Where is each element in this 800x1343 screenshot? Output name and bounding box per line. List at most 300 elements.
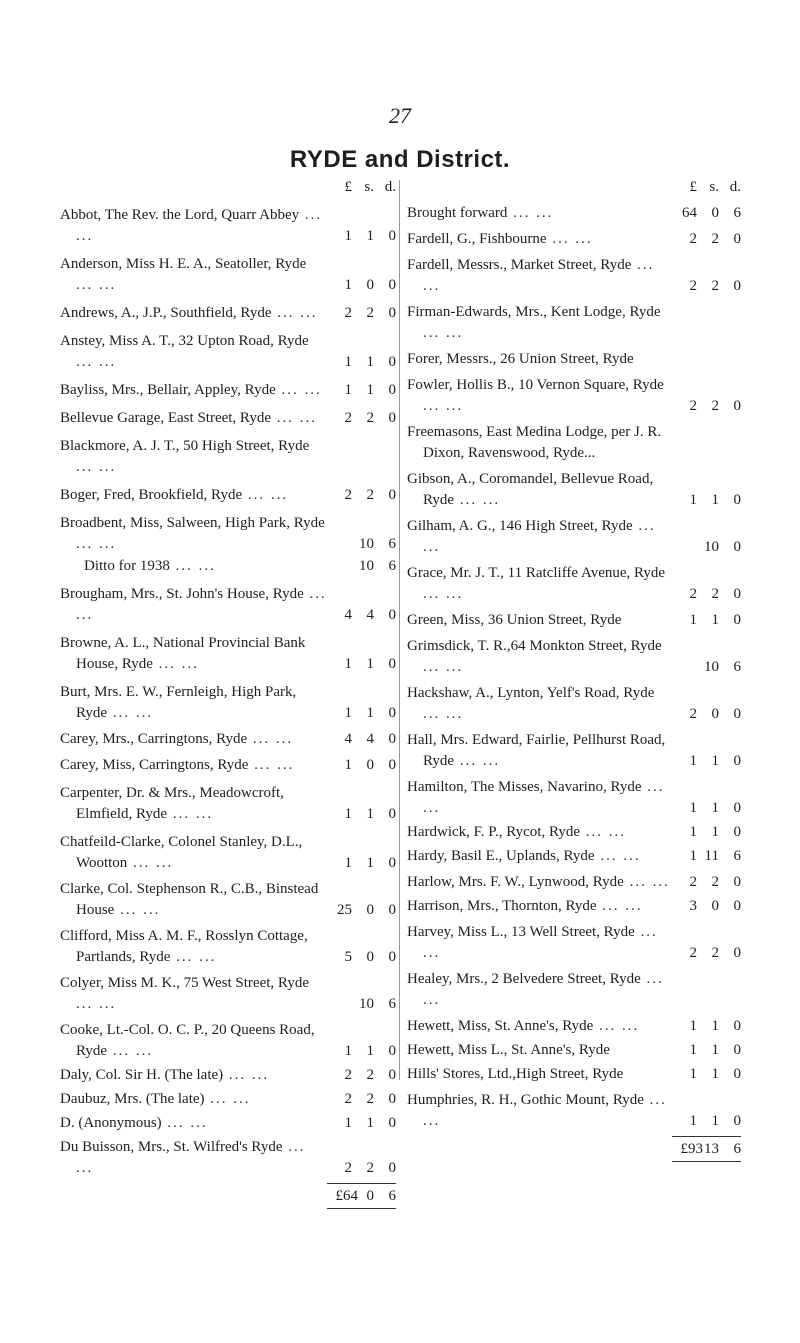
entry-name	[407, 872, 672, 893]
amount-pence: 0	[388, 1160, 396, 1176]
entry-amount	[672, 203, 741, 224]
entry-row	[60, 303, 396, 324]
entry-name-text: Gibson, A., Coromandel, Bellevue Road, Ryde	[407, 471, 654, 508]
entry-name-text: Firman-Edwards, Mrs., Kent Lodge, Ryde	[407, 304, 661, 320]
entry-name-text: Carpenter, Dr. & Mrs., Meadowcroft, Elmfield, Ryde	[60, 785, 284, 822]
amount-shillings: 1	[366, 382, 374, 398]
amount-pounds: 2	[689, 706, 697, 722]
entry-row	[60, 331, 396, 373]
entry-amount	[327, 755, 396, 776]
amount-shillings: 10	[359, 558, 374, 574]
amount-pence: 0	[388, 855, 396, 871]
entry-row	[60, 1137, 396, 1179]
left-total-pence: 6	[388, 1188, 396, 1204]
entry-amount	[327, 804, 396, 825]
dot-leader: ... ...	[76, 996, 117, 1012]
amount-pence: 0	[388, 382, 396, 398]
amount-pence: 0	[733, 898, 741, 914]
entry-name-text: Hills' Stores, Ltd.,High Street, Ryde	[407, 1066, 624, 1082]
entry-row	[60, 485, 396, 506]
entry-name	[60, 1137, 327, 1179]
entry-name	[60, 1089, 327, 1110]
entry-name-text: Freemasons, East Medina Lodge, per J. R. Dixon, Ravenswood, Ryde...	[407, 424, 662, 461]
entry-amount	[672, 537, 741, 558]
entry-amount	[327, 1113, 396, 1134]
entry-name-text: Harvey, Miss L., 13 Well Street, Ryde	[407, 924, 635, 940]
entry-name	[60, 879, 327, 921]
entry-row	[60, 1113, 396, 1134]
entry-name	[407, 229, 672, 250]
amount-pence: 0	[733, 824, 741, 840]
amount-pounds: 2	[344, 1091, 352, 1107]
amount-shillings: 1	[711, 1066, 719, 1082]
entry-name	[407, 422, 672, 464]
entry-amount	[327, 1041, 396, 1062]
entry-name-text: Burt, Mrs. E. W., Fernleigh, High Park, Ryde	[60, 684, 297, 721]
dot-leader: ... ...	[423, 257, 655, 294]
amount-shillings: 0	[366, 757, 374, 773]
entry-name-text: Colyer, Miss M. K., 75 West Street, Ryde	[60, 975, 309, 991]
amount-pounds: 2	[689, 278, 697, 294]
amount-shillings: 1	[711, 1042, 719, 1058]
entry-amount	[672, 943, 741, 964]
dot-leader: ... ...	[423, 398, 464, 414]
entry-name	[407, 516, 672, 558]
amount-shillings: 2	[711, 398, 719, 414]
dot-leader: ... ...	[423, 586, 464, 602]
entry-name-text: Hardwick, F. P., Rycot, Ryde	[407, 824, 581, 840]
entry-amount	[327, 900, 396, 921]
amount-shillings: 2	[711, 874, 719, 890]
amount-pounds: 2	[344, 487, 352, 503]
amount-pounds: 25	[337, 902, 352, 918]
dot-leader: ... ...	[76, 354, 117, 370]
shillings-header: s.	[364, 179, 374, 195]
amount-pence: 0	[733, 539, 741, 555]
entry-name	[60, 513, 327, 555]
dot-leader: ... ...	[242, 487, 289, 503]
dot-leader: ... ...	[76, 207, 323, 244]
dot-leader: ... ...	[76, 1139, 306, 1176]
amount-pounds: 1	[689, 824, 697, 840]
amount-pounds: 1	[344, 806, 352, 822]
entry-name-text: Blackmore, A. J. T., 50 High Street, Ryde	[60, 438, 310, 454]
entry-row	[407, 203, 741, 224]
dot-leader: ... ...	[76, 277, 117, 293]
amount-pence: 0	[388, 1067, 396, 1083]
dot-leader: ... ...	[423, 659, 464, 675]
amount-pounds: 1	[689, 612, 697, 628]
amount-pounds: 1	[689, 1018, 697, 1034]
amount-shillings: 1	[711, 753, 719, 769]
dot-leader: ... ...	[76, 586, 327, 623]
entry-name	[407, 730, 672, 772]
amount-shillings: 10	[704, 659, 719, 675]
entry-amount	[327, 605, 396, 626]
amount-pence: 6	[733, 659, 741, 675]
entry-row	[407, 896, 741, 917]
entry-name	[60, 485, 327, 506]
entry-row	[60, 926, 396, 968]
entry-amount	[327, 275, 396, 296]
entry-name-text: Brougham, Mrs., St. John's House, Ryde	[60, 586, 304, 602]
entry-amount	[327, 226, 396, 247]
amount-pence: 0	[733, 874, 741, 890]
amount-pounds: 1	[344, 855, 352, 871]
amount-pounds: 1	[689, 1042, 697, 1058]
amount-shillings: 1	[366, 354, 374, 370]
entry-row	[407, 516, 741, 558]
entry-name	[407, 375, 672, 417]
entry-amount	[672, 610, 741, 631]
entry-row	[60, 436, 396, 478]
entry-amount	[327, 534, 396, 555]
entry-name-text: Harrison, Mrs., Thornton, Ryde	[407, 898, 597, 914]
entry-name	[407, 1016, 672, 1037]
amount-pounds: 1	[344, 354, 352, 370]
entry-amount	[327, 1065, 396, 1086]
right-total-pounds: £93	[680, 1141, 703, 1157]
entry-row	[60, 633, 396, 675]
entry-row	[407, 422, 741, 464]
dot-leader: ... ...	[152, 656, 199, 672]
entry-row	[60, 513, 396, 555]
entry-amount	[327, 485, 396, 506]
dot-leader: ... ...	[423, 325, 464, 341]
entry-row	[60, 205, 396, 247]
entry-amount	[672, 1040, 741, 1061]
amount-pounds: 4	[344, 731, 352, 747]
entry-name-text: Fardell, G., Fishbourne	[407, 231, 547, 247]
pounds-header: £	[689, 179, 697, 195]
amount-shillings: 1	[711, 800, 719, 816]
entry-amount	[672, 1111, 741, 1132]
entry-row	[407, 610, 741, 631]
amount-pounds: 1	[689, 800, 697, 816]
amount-pence: 6	[388, 558, 396, 574]
dot-leader: ... ...	[596, 898, 643, 914]
entry-name-text: Bayliss, Mrs., Bellair, Appley, Ryde	[60, 382, 276, 398]
entry-name-text: Hall, Mrs. Edward, Fairlie, Pellhurst Road, Ryde	[407, 732, 666, 769]
entry-row	[60, 380, 396, 401]
entry-name	[407, 563, 672, 605]
entry-name	[407, 349, 672, 370]
entry-name	[407, 302, 672, 344]
entry-row	[60, 1065, 396, 1086]
amount-pence: 0	[388, 731, 396, 747]
amount-shillings: 10	[704, 539, 719, 555]
entry-name-text: Fardell, Messrs., Market Street, Ryde	[407, 257, 632, 273]
left-entries-list	[60, 205, 396, 1179]
page-title: RYDE and District.	[289, 146, 511, 173]
amount-pounds: 1	[344, 382, 352, 398]
entry-amount	[672, 396, 741, 417]
amount-shillings: 0	[366, 277, 374, 293]
entry-name-text: Du Buisson, Mrs., St. Wilfred's Ryde	[60, 1139, 283, 1155]
amount-pence: 0	[733, 706, 741, 722]
amount-pence: 0	[388, 1091, 396, 1107]
dot-leader: ... ...	[594, 848, 641, 864]
entry-amount	[327, 303, 396, 324]
amount-pence: 0	[733, 1042, 741, 1058]
entry-name	[407, 1064, 672, 1085]
amount-shillings: 2	[366, 1067, 374, 1083]
entry-amount	[327, 994, 396, 1015]
amount-shillings: 0	[366, 902, 374, 918]
entry-row	[60, 556, 396, 577]
entry-row	[407, 777, 741, 819]
amount-pounds: 2	[344, 305, 352, 321]
pounds-header: £	[344, 179, 352, 195]
entry-name-text: Fowler, Hollis B., 10 Vernon Square, Ryde	[407, 377, 664, 393]
dot-leader: ... ...	[169, 558, 216, 574]
entry-amount	[672, 584, 741, 605]
amount-shillings: 2	[711, 278, 719, 294]
entry-amount	[672, 872, 741, 893]
amount-pence: 0	[733, 1018, 741, 1034]
entry-name	[407, 822, 672, 843]
dot-leader: ... ...	[114, 902, 161, 918]
amount-shillings: 0	[711, 706, 719, 722]
entry-row	[60, 408, 396, 429]
entry-amount	[327, 352, 396, 373]
column-divider	[399, 180, 400, 1080]
amount-shillings: 1	[711, 1018, 719, 1034]
entry-row	[60, 254, 396, 296]
dot-leader: ... ...	[76, 459, 117, 475]
amount-pence: 6	[388, 536, 396, 552]
amount-pence: 0	[388, 757, 396, 773]
amount-shillings: 2	[366, 1091, 374, 1107]
entry-name-text: Grace, Mr. J. T., 11 Ratcliffe Avenue, Ryde	[407, 565, 666, 581]
entry-name	[60, 254, 327, 296]
dot-leader: ... ...	[161, 1115, 208, 1131]
entry-row	[60, 1089, 396, 1110]
entry-name-text: Broadbent, Miss, Salween, High Park, Ryde	[60, 515, 325, 531]
entry-name	[407, 777, 672, 819]
entry-amount	[327, 1089, 396, 1110]
amount-pounds: 1	[344, 656, 352, 672]
amount-pence: 0	[388, 1115, 396, 1131]
entry-row	[60, 682, 396, 724]
right-total	[672, 1136, 741, 1162]
entry-name-text: Grimsdick, T. R.,64 Monkton Street, Ryde	[407, 638, 662, 654]
entry-name	[407, 922, 672, 964]
amount-shillings: 1	[366, 228, 374, 244]
amount-shillings: 1	[366, 656, 374, 672]
entry-amount	[672, 1064, 741, 1085]
entry-name-text: Hardy, Basil E., Uplands, Ryde	[407, 848, 595, 864]
entry-row	[407, 349, 741, 370]
dot-leader: ... ...	[423, 924, 658, 961]
entry-name-text: Boger, Fred, Brookfield, Ryde	[60, 487, 243, 503]
amount-pounds: 1	[689, 848, 697, 864]
entry-row	[407, 229, 741, 250]
amount-shillings: 1	[366, 1115, 374, 1131]
entry-name-text: Hewett, Miss L., St. Anne's, Ryde	[407, 1042, 610, 1058]
amount-shillings: 2	[366, 487, 374, 503]
entry-name-text: Healey, Mrs., 2 Belvedere Street, Ryde	[407, 971, 641, 987]
amount-pounds: 2	[689, 398, 697, 414]
amount-shillings: 1	[366, 806, 374, 822]
amount-pounds	[327, 994, 352, 1015]
pence-header: d.	[384, 179, 396, 195]
entry-row	[60, 1020, 396, 1062]
amount-pounds: 1	[344, 277, 352, 293]
amount-pence: 0	[733, 1066, 741, 1082]
entry-row	[407, 1090, 741, 1132]
amount-pounds: 5	[344, 949, 352, 965]
dot-leader: ... ...	[623, 874, 670, 890]
entry-name	[60, 1065, 327, 1086]
dot-leader: ... ...	[167, 806, 214, 822]
entry-amount	[672, 1016, 741, 1037]
entry-amount	[672, 704, 741, 725]
amount-pence: 0	[388, 305, 396, 321]
dot-leader: ... ...	[423, 518, 656, 555]
entry-name	[60, 633, 327, 675]
entry-name-text: Harlow, Mrs. F. W., Lynwood, Ryde	[407, 874, 624, 890]
entry-name	[407, 636, 672, 678]
amount-pence: 0	[388, 228, 396, 244]
entry-name-text: Cooke, Lt.-Col. O. C. P., 20 Queens Road, Ryde	[60, 1022, 315, 1059]
entry-row	[407, 469, 741, 511]
entry-name	[60, 973, 327, 1015]
entry-name-text: Carey, Mrs., Carringtons, Ryde	[60, 731, 248, 747]
amount-pounds: 1	[344, 1115, 352, 1131]
amount-pounds: 1	[689, 1113, 697, 1129]
amount-pounds: 2	[689, 874, 697, 890]
amount-pence: 0	[733, 398, 741, 414]
entry-row	[60, 755, 396, 776]
amount-pounds: 1	[689, 753, 697, 769]
amount-pounds: 4	[344, 607, 352, 623]
entry-name-text: Forer, Messrs., 26 Union Street, Ryde	[407, 351, 634, 367]
entry-name	[60, 729, 327, 750]
right-entries-list	[407, 203, 741, 1132]
dot-leader: ... ...	[170, 949, 217, 965]
entry-name-text: Humphries, R. H., Gothic Mount, Ryde	[407, 1092, 644, 1108]
entry-row	[407, 563, 741, 605]
amount-shillings: 2	[366, 305, 374, 321]
entry-row	[407, 922, 741, 964]
entry-name	[60, 584, 327, 626]
entry-name-text: Carey, Miss, Carringtons, Ryde	[60, 757, 249, 773]
entry-name	[60, 682, 327, 724]
left-total-pounds: £64	[335, 1188, 358, 1204]
entry-row	[407, 1064, 741, 1085]
entry-name	[60, 436, 327, 478]
amount-pence: 0	[733, 800, 741, 816]
amount-pence: 0	[388, 806, 396, 822]
amount-shillings: 1	[366, 705, 374, 721]
entry-amount	[327, 1158, 396, 1179]
dot-leader: ... ...	[275, 382, 322, 398]
entry-name	[407, 255, 672, 297]
entry-row	[407, 730, 741, 772]
entry-name-text: Andrews, A., J.P., Southfield, Ryde	[60, 305, 272, 321]
amount-pence: 0	[733, 586, 741, 602]
entry-amount	[327, 408, 396, 429]
entry-row	[407, 683, 741, 725]
amount-pounds	[327, 534, 352, 555]
entry-row	[407, 302, 741, 344]
right-total-row	[407, 1136, 741, 1162]
amount-pence: 0	[388, 487, 396, 503]
amount-pence: 0	[733, 945, 741, 961]
entry-name	[60, 1020, 327, 1062]
entry-name	[60, 1113, 327, 1134]
entry-row	[407, 255, 741, 297]
amount-shillings: 0	[711, 898, 719, 914]
entry-amount	[672, 822, 741, 843]
entry-name-text: Green, Miss, 36 Union Street, Ryde	[407, 612, 622, 628]
entry-name	[60, 926, 327, 968]
entry-amount	[672, 896, 741, 917]
entry-name-text: D. (Anonymous)	[60, 1115, 162, 1131]
dot-leader: ... ...	[454, 492, 501, 508]
entry-name	[60, 832, 327, 874]
amount-shillings: 1	[711, 612, 719, 628]
amount-pence: 0	[388, 949, 396, 965]
shillings-header: s.	[709, 179, 719, 195]
entry-row	[407, 872, 741, 893]
entry-row	[407, 969, 741, 1011]
entry-name-text: Hackshaw, A., Lynton, Yelf's Road, Ryde	[407, 685, 655, 701]
entry-name	[60, 303, 327, 324]
pence-header: d.	[729, 179, 741, 195]
dot-leader: ... ...	[580, 824, 627, 840]
amount-pounds: 2	[689, 231, 697, 247]
entry-amount	[672, 657, 741, 678]
entry-name-text: Anstey, Miss A. T., 32 Upton Road, Ryde	[60, 333, 309, 349]
left-column-header	[60, 176, 396, 198]
entry-amount	[327, 703, 396, 724]
dot-leader: ... ...	[423, 1092, 667, 1129]
entry-name-text: Brought forward	[407, 205, 508, 221]
entry-row	[60, 879, 396, 921]
entry-amount	[672, 490, 741, 511]
entry-amount	[327, 654, 396, 675]
amount-pence: 0	[388, 607, 396, 623]
dot-leader: ... ...	[223, 1067, 270, 1083]
amount-pence: 0	[733, 753, 741, 769]
entry-row	[407, 846, 741, 867]
amount-shillings: 10	[359, 996, 374, 1012]
entry-row	[407, 375, 741, 417]
amount-pence: 0	[388, 902, 396, 918]
entry-name-text: Gilham, A. G., 146 High Street, Ryde	[407, 518, 633, 534]
entry-row	[60, 783, 396, 825]
amount-pounds: 64	[682, 205, 697, 221]
entry-name-text: Abbot, The Rev. the Lord, Quarr Abbey	[60, 207, 300, 223]
entry-name	[60, 783, 327, 825]
amount-pounds	[672, 657, 697, 678]
amount-pounds	[672, 537, 697, 558]
dot-leader: ... ...	[423, 706, 464, 722]
entry-amount	[672, 751, 741, 772]
entry-name	[60, 380, 327, 401]
entry-row	[407, 636, 741, 678]
entry-name-text: Chatfeild-Clarke, Colonel Stanley, D.L., Wootton	[60, 834, 303, 871]
amount-pence: 0	[388, 1043, 396, 1059]
amount-shillings: 1	[711, 1113, 719, 1129]
amount-pounds: 2	[344, 1160, 352, 1176]
amount-pounds: 1	[344, 228, 352, 244]
amount-pence: 0	[388, 354, 396, 370]
amount-shillings: 4	[366, 607, 374, 623]
amount-pence: 0	[733, 612, 741, 628]
